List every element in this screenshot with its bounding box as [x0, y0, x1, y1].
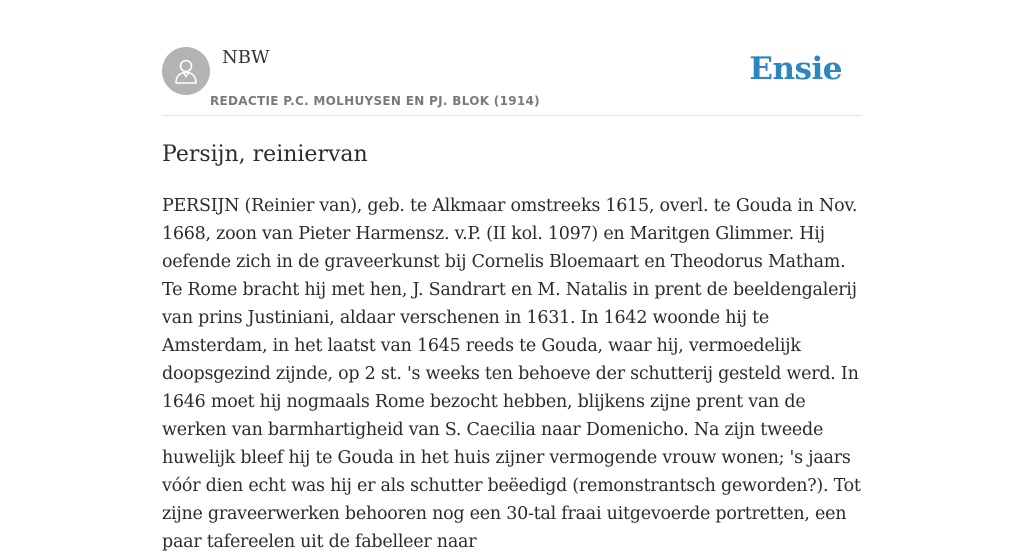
page-title: Persijn, reiniervan: [162, 142, 368, 167]
byline: REDACTIE P.C. MOLHUYSEN EN PJ. BLOK (1914): [210, 94, 540, 108]
article-body: PERSIJN (Reinier van), geb. te Alkmaar omstreeks 1615, overl. te Gouda in Nov. 1668, zoon van Pieter Harmensz. v.P. (II kol. 1097) en Maritgen Glimmer. Hij oefende zich in de graveerkunst bij Cornelis Bloemaart en Theodorus Matham. Te Rome bracht hij met hen, J. Sandrart en M. Natalis in prent de beeldengalerij van prins Justiniani, aldaar verschenen in 1631. In 1642 woonde hij te Amsterdam, in het laatst van 1645 reeds te Gouda, waar hij, vermoedelijk doopsgezind zijnde, op 2 st. 's weeks ten behoeve der schutterij gesteld werd. In 1646 moet hij nogmaals Rome bezocht hebben, blijkens zijne prent van de werken van barmhartigheid van S. Caecilia naar Domenicho. Na zijn tweede huwelijk bleef hij te Gouda in het huis zijner vermogende vrouw wonen; 's jaars vóór dien echt was hij er als schutter beëedigd (remonstrantsch geworden?). Tot zijne graveerwerken behooren nog een 30-tal fraai uitgevoerde portretten, een paar tafereelen uit de fabelleer naar: [162, 196, 861, 552]
avatar[interactable]: [162, 47, 210, 95]
brand-logo[interactable]: Ensie: [749, 51, 842, 87]
user-icon: [173, 57, 199, 85]
author-name[interactable]: NBW: [222, 47, 270, 68]
header-divider: [162, 115, 862, 116]
article-page: [162, 0, 862, 552]
